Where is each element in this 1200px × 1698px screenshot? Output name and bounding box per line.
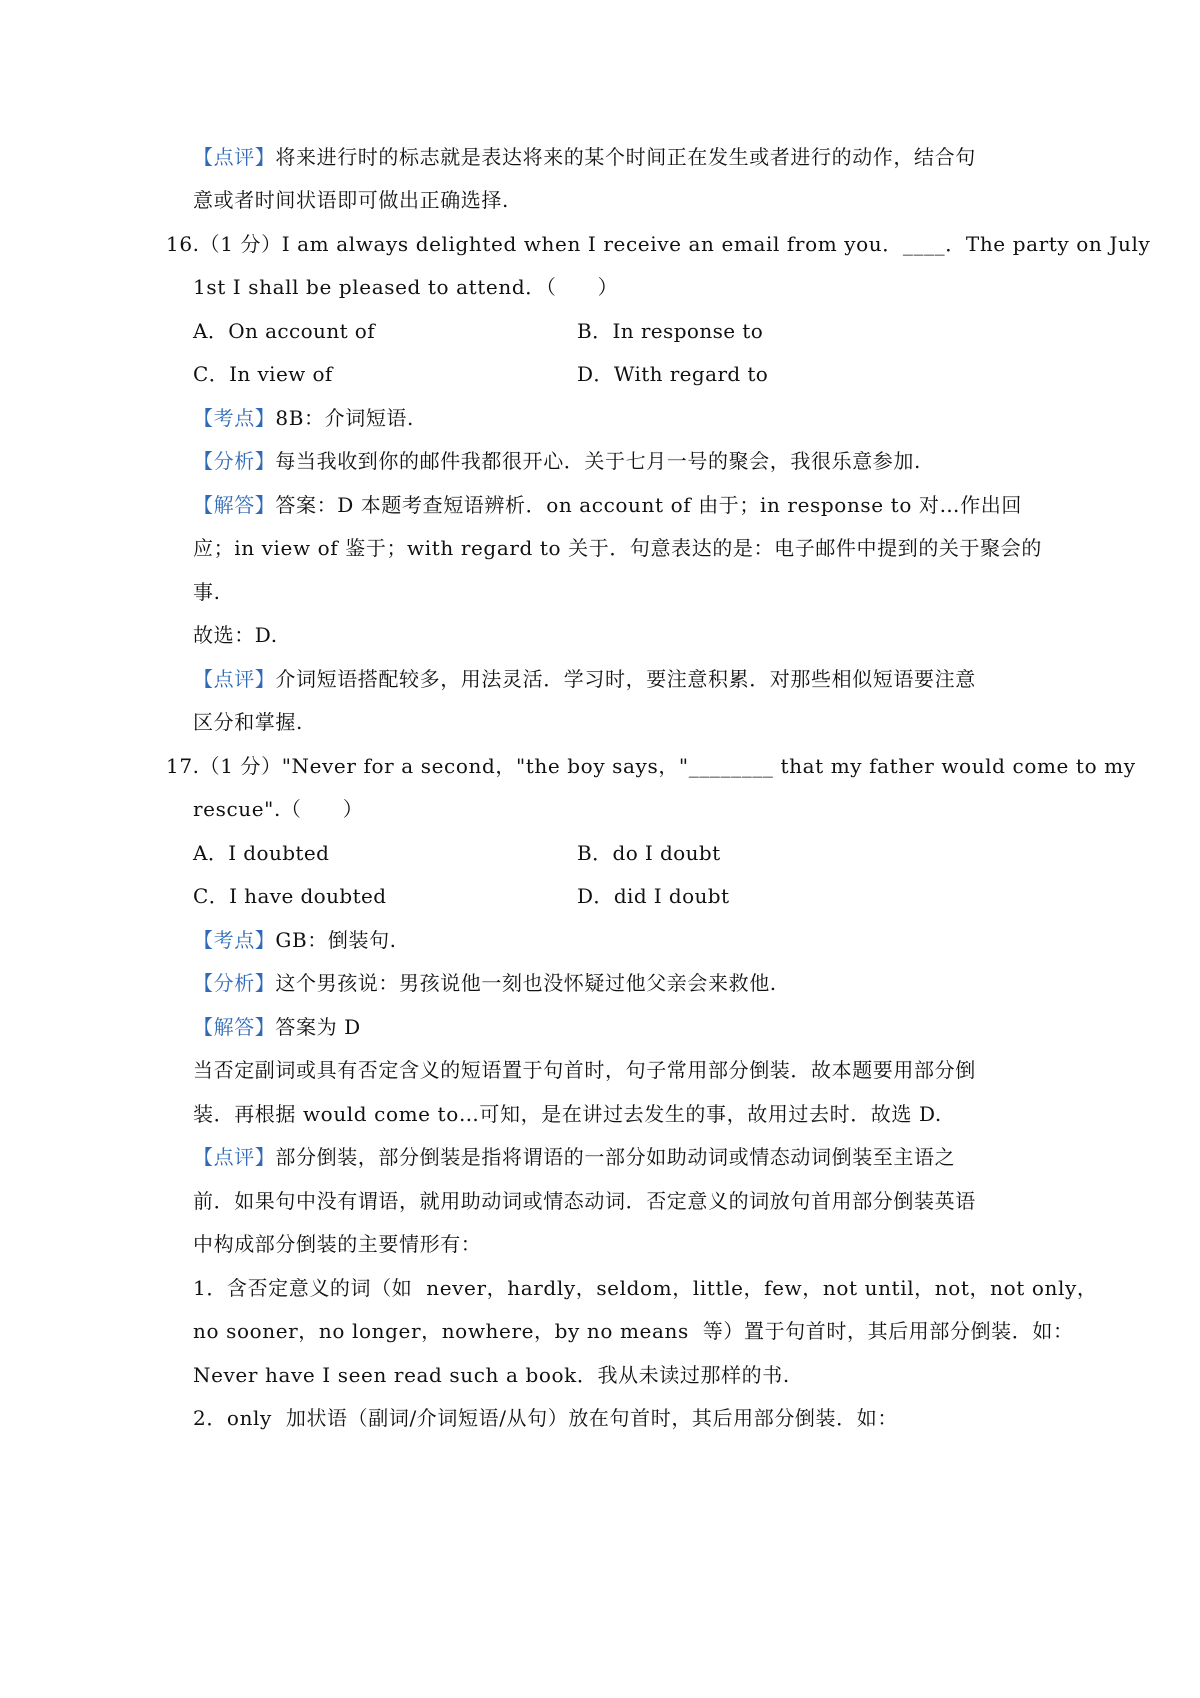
answer-line: 【解答】答案为 D — [193, 1015, 361, 1039]
option-c: C．In view of — [193, 362, 333, 386]
question-17-stem-cont: rescue".（ ） — [193, 797, 364, 821]
answer-line: 事. — [193, 580, 221, 604]
comment-line: 【点评】部分倒装，部分倒装是指将谓语的一部分如助动词或情态动词倒装至主语之 — [193, 1145, 956, 1169]
option-a: A．On account of — [193, 319, 376, 343]
point-line: 【考点】GB：倒装句. — [193, 928, 397, 952]
point-tag: 【考点】 — [193, 928, 276, 952]
choice-line: 故选：D. — [193, 623, 278, 647]
question-16-stem: 16.（1 分）I am always delighted when I receive an email from you．____．The party on July — [166, 232, 1151, 256]
point-tag: 【考点】 — [193, 406, 276, 430]
comment-line: no sooner，no longer，nowhere，by no means 等）置于句首时，其后用部分倒装．如： — [193, 1319, 1074, 1343]
comment-line: 2．only 加状语（副词/介词短语/从句）放在句首时，其后用部分倒装．如： — [193, 1406, 898, 1430]
comment-tag: 【点评】 — [193, 145, 276, 169]
option-b: B．In response to — [577, 319, 764, 343]
answer-line: 应；in view of 鉴于；with regard to 关于．句意表达的是：电子邮件中提到的关于聚会的 — [193, 536, 1042, 560]
option-b: B．do I doubt — [577, 841, 721, 865]
score: （1 分） — [199, 754, 282, 778]
explain-line: 装．再根据 would come to…可知，是在讲过去发生的事，故用过去时．故选 D. — [193, 1102, 942, 1126]
comment-line: 1．含否定意义的词（如 never，hardly，seldom，little，few，not until，not，not only， — [193, 1276, 1098, 1300]
analysis-line: 【分析】这个男孩说：男孩说他一刻也没怀疑过他父亲会来救他. — [193, 971, 777, 995]
comment-line: 意或者时间状语即可做出正确选择. — [193, 188, 509, 212]
analysis-line: 【分析】每当我收到你的邮件我都很开心．关于七月一号的聚会，我很乐意参加. — [193, 449, 921, 473]
point-line: 【考点】8B：介词短语. — [193, 406, 414, 430]
comment-line: 中构成部分倒装的主要情形有： — [193, 1232, 482, 1256]
answer-tag: 【解答】 — [193, 1015, 276, 1039]
comment-line: 【点评】介词短语搭配较多，用法灵活．学习时，要注意积累．对那些相似短语要注意 — [193, 667, 976, 691]
explain-line: 当否定副词或具有否定含义的短语置于句首时，句子常用部分倒装．故本题要用部分倒 — [193, 1058, 976, 1082]
analysis-tag: 【分析】 — [193, 971, 276, 995]
option-c: C．I have doubted — [193, 884, 387, 908]
score: （1 分） — [199, 232, 282, 256]
option-d: D．did I doubt — [577, 884, 730, 908]
comment-line: 【点评】将来进行时的标志就是表达将来的某个时间正在发生或者进行的动作，结合句 — [193, 145, 976, 169]
option-a: A．I doubted — [193, 841, 330, 865]
answer-tag: 【解答】 — [193, 493, 276, 517]
option-d: D．With regard to — [577, 362, 769, 386]
comment-line: 前．如果句中没有谓语，就用助动词或情态动词．否定意义的词放句首用部分倒装英语 — [193, 1189, 976, 1213]
question-17-stem: 17.（1 分）"Never for a second，"the boy says，"________ that my father would come to my — [166, 754, 1136, 778]
answer-line: 【解答】答案：D 本题考查短语辨析．on account of 由于；in response to 对…作出回 — [193, 493, 1022, 517]
comment-line: Never have I seen read such a book．我从未读过那样的书. — [193, 1363, 790, 1387]
comment-line: 区分和掌握. — [193, 710, 303, 734]
question-16-stem-cont: 1st I shall be pleased to attend．（ ） — [193, 275, 619, 299]
comment-tag: 【点评】 — [193, 667, 276, 691]
comment-tag: 【点评】 — [193, 1145, 276, 1169]
analysis-tag: 【分析】 — [193, 449, 276, 473]
